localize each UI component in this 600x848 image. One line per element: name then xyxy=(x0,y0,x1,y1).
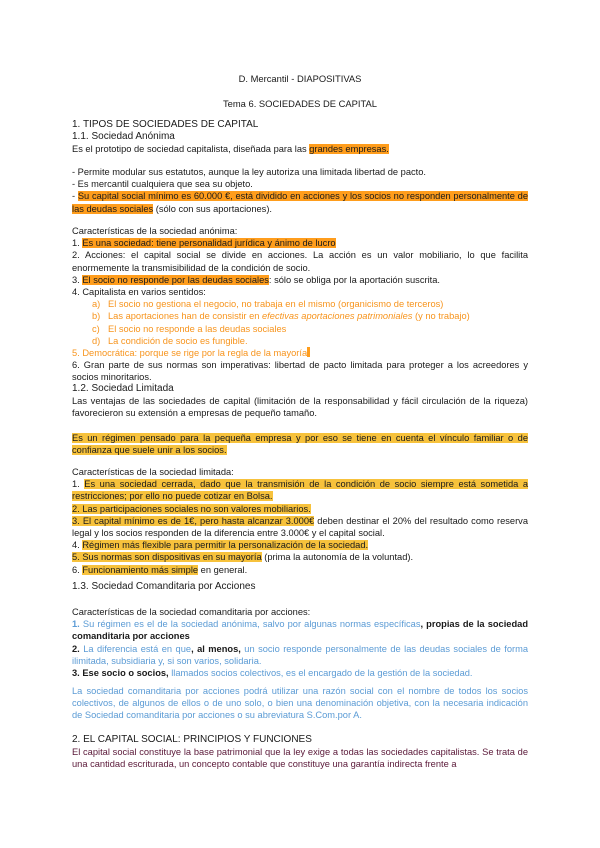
document-topic-title: Tema 6. SOCIEDADES DE CAPITAL xyxy=(222,98,378,109)
sl-char-3: 3. El capital mínimo es de 1€, pero hasta alcanzar 3.000€ deben destinar el 20% del resultado como reserva legal y los socios responden de la diferencia entre 3.000€ y el capital social. xyxy=(72,515,528,539)
sca-characteristics xyxy=(72,606,528,679)
section-1 xyxy=(72,119,528,156)
sca-char-1: 1. Su régimen es el de la sociedad anónima, salvo por algunas normas específicas, propias de la sociedad comanditaria por acciones xyxy=(72,619,528,642)
sa-char-4: 4. Capitalista en varios sentidos: xyxy=(72,287,206,298)
sa-char-6: 6. Gran parte de sus normas son imperativas: libertad de pacto limitada para proteger a los acreedores y socios minoritarios. xyxy=(72,360,528,383)
sl-char-2: 2. Las participaciones sociales no son valores mobiliarios. xyxy=(72,503,311,514)
sca-section xyxy=(72,581,528,593)
sca-chars-title: Características de la sociedad comanditaria por acciones: xyxy=(72,607,311,617)
sl-section xyxy=(72,383,528,420)
sa-bullets xyxy=(72,166,528,215)
sca-char-3: 3. Ese socio o socios, llamados socios colectivos, es el encargado de la gestión de la sociedad. xyxy=(72,668,473,679)
sa-bullet-3: - Su capital social mínimo es 60.000 €, está dividido en acciones y los socios no responden personalmente de las deudas sociales (sólo con sus aportaciones). xyxy=(72,191,528,214)
sa-char-4a: a) El socio no gestiona el negocio, no trabaja en el mismo (organicismo de terceros) xyxy=(92,299,444,310)
sl-intro: Las ventajas de las sociedades de capital (limitación de la responsabilidad y fácil circulación de la riqueza) favorecieron su extensión a empresas de pequeño tamaño. xyxy=(72,396,528,419)
sl-char-6: 6. Funcionamiento más simple en general. xyxy=(72,564,248,575)
sl-chars-title: Características de la sociedad limitada: xyxy=(72,467,234,477)
sca-paragraph: La sociedad comanditaria por acciones podrá utilizar una razón social con el nombre de todos los socios colectivos, de algunos de ellos o de uno solo, o bien una denominación objetiva, con la necesaria indicación de Sociedad comanditaria por acciones o su abreviatura S.Com.por A. xyxy=(72,686,528,721)
section-2 xyxy=(72,734,528,771)
sa-chars-title: Características de la sociedad anónima: xyxy=(72,226,238,236)
document-course-title: D. Mercantil - DIAPOSITIVAS xyxy=(238,73,362,84)
sl-char-1: 1. Es una sociedad cerrada, dado que la transmisión de la condición de socio siempre está sometida a restricciones; por ello no puede cotizar en Bolsa. xyxy=(72,479,528,502)
sa-char-1: 1. Es una sociedad: tiene personalidad jurídica y ánimo de lucro xyxy=(72,238,336,249)
section-2-heading: 2. EL CAPITAL SOCIAL: PRINCIPIOS Y FUNCIONES xyxy=(72,734,312,745)
sa-characteristics xyxy=(72,225,528,384)
text-cursor xyxy=(307,347,310,357)
sa-char-4b: b) Las aportaciones han de consistir en efectivas aportaciones patrimoniales (y no trabajo) xyxy=(92,311,470,322)
sa-char-4d: d) La condición de socio es fungible. xyxy=(92,335,248,346)
sl-heading: 1.2. Sociedad Limitada xyxy=(72,383,174,394)
sl-char-4: 4. Régimen más flexible para permitir la personalización de la sociedad. xyxy=(72,540,369,551)
sa-char-2: 2. Acciones: el capital social se divide en acciones. La acción es un valor mobiliario, lo que facilita enormemente la transmisibilidad de la condición de socio. xyxy=(72,250,528,273)
sa-bullet-1: - Permite modular sus estatutos, aunque la ley autoriza una limitada libertad de pacto. xyxy=(72,167,426,177)
section-2-paragraph: El capital social constituye la base patrimonial que la ley exige a todas las sociedades capitalistas. Se trata de una cantidad escriturada, un concepto contable que constituye una garantía indirecta frente a xyxy=(72,747,528,770)
sa-char-5: 5. Democrática: porque se rige por la regla de la mayoría xyxy=(72,347,528,359)
sa-char-3: 3. El socio no responde por las deudas sociales: sólo se obliga por la aportación suscrita. xyxy=(72,274,440,285)
sa-char-4c: c) El socio no responde a las deudas sociales xyxy=(92,323,287,334)
section-1-heading: 1. TIPOS DE SOCIEDADES DE CAPITAL xyxy=(72,119,259,130)
sa-bullet-2: - Es mercantil cualquiera que sea su objeto. xyxy=(72,179,253,190)
sca-char-2: 2. La diferencia está en que, al menos, un socio responde personalmente de las deudas sociales de forma ilimitada, subsidiaria y, si son varios, solidaria. xyxy=(72,643,528,666)
sl-regime xyxy=(72,432,528,456)
sl-regime-text: Es un régimen pensado para la pequeña empresa y por eso se tiene en cuenta el vínculo familiar o de confianza que suele unir a los socios. xyxy=(72,433,528,456)
sa-heading: 1.1. Sociedad Anónima xyxy=(72,131,175,143)
sca-heading: 1.3. Sociedad Comanditaria por Acciones xyxy=(72,581,256,592)
sl-char-5: 5. Sus normas son dispositivas en su mayoría (prima la autonomía de la voluntad). xyxy=(72,552,414,563)
sl-characteristics xyxy=(72,466,528,576)
sa-intro: Es el prototipo de sociedad capitalista, diseñada para las grandes empresas. xyxy=(72,144,389,155)
